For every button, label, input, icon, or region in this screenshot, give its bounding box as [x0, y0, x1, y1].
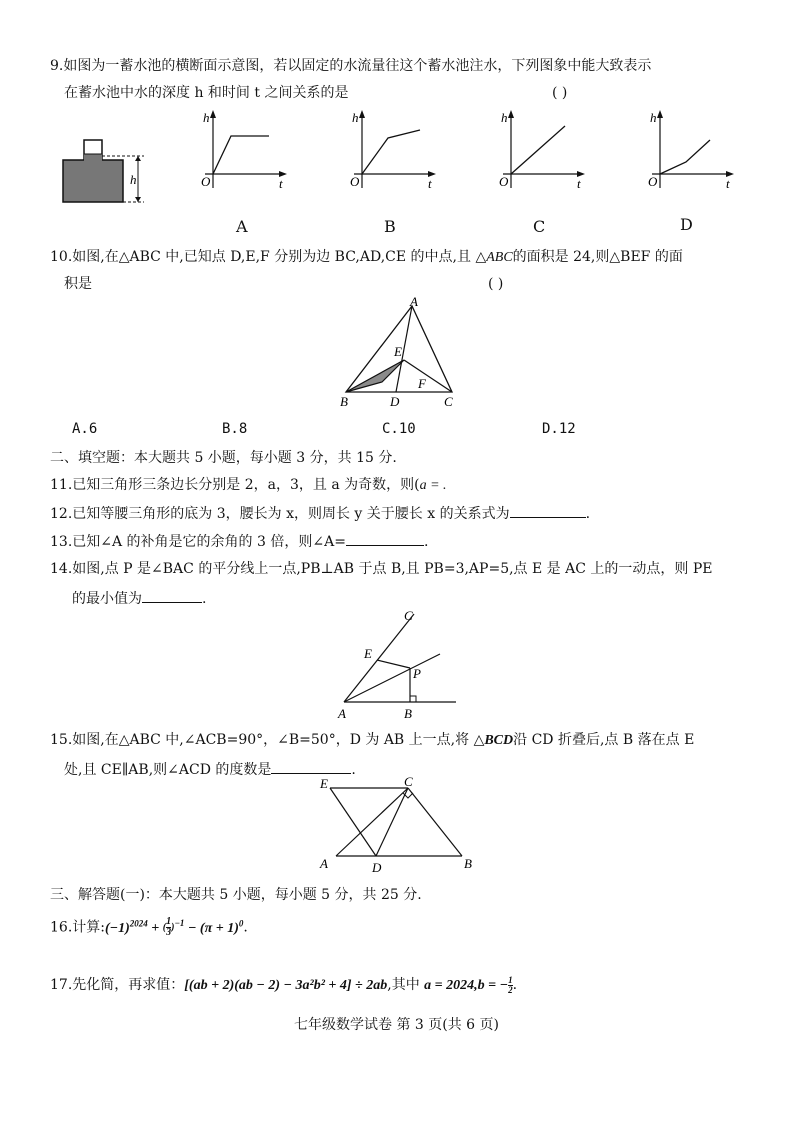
svg-text:F: F	[418, 376, 426, 391]
q15-line1: 15.如图,在△ABC 中,∠ACB=90°，∠B=50°，D 为 AB 上一点,将 △BCD沿 CD 折叠后,点 B 落在点 E	[50, 732, 695, 748]
svg-text:B: B	[464, 856, 472, 871]
svg-text:C: C	[404, 776, 413, 789]
svg-text:t: t	[577, 176, 581, 191]
q10-option-b: B.8	[222, 421, 248, 437]
q17: 17.先化简，再求值：[(ab + 2)(ab − 2) − 3a²b² + 4] ÷ 2ab,其中 a = 2024,b = − $\frac{1}{2}$ .	[50, 974, 518, 995]
q16: 16.计算$:(-1)^{2024}$ + ( $\frac{1}{3}$ )$^{-1} - (\pi + 1)^0$.	[50, 916, 248, 939]
svg-text:O: O	[648, 174, 658, 189]
option-d: D	[680, 215, 693, 234]
svg-text:h: h	[203, 110, 210, 125]
q10-option-c: C.10	[382, 421, 416, 437]
graph-b	[344, 106, 439, 194]
fold-triangle-figure	[314, 776, 482, 874]
svg-text:h: h	[352, 110, 359, 125]
svg-text:O: O	[499, 174, 509, 189]
section-2-heading: 二、填空题：本大题共 5 小题，每小题 3 分，共 15 分.	[50, 450, 397, 466]
svg-text:O: O	[201, 174, 211, 189]
option-b: B	[384, 217, 396, 236]
q13: 13.已知∠A 的补角是它的余角的 3 倍，则∠A= .	[50, 531, 428, 551]
option-a: A	[236, 217, 248, 236]
q10-line1: 10.如图,在△ABC 中,已知点 D,E,F 分别为边 BC,AD,CE 的中点,且 △ABC的面积是 24,则△BEF 的面	[50, 249, 683, 265]
q14-line1: 14.如图,点 P 是∠BAC 的平分线上一点,PB⊥AB 于点 B,且 PB=3,AP=5,点 E 是 AC 上的一动点，则 PE	[50, 561, 713, 577]
svg-text:D: D	[390, 394, 400, 409]
q12: 12.已知等腰三角形的底为 3，腰长为 x，则周长 y 关于腰长 x 的关系式为 .	[50, 503, 590, 523]
q9-answer-paren: ( )	[552, 85, 568, 101]
q11: 11.已知三角形三条边长分别是 2，a，3，且 a 为奇数，则(a = .	[50, 477, 447, 493]
pool-cross-section	[58, 136, 153, 208]
svg-text:t: t	[428, 176, 432, 191]
graph-a	[195, 106, 290, 194]
page-footer: 七年级数学试卷 第 3 页(共 6 页)	[294, 1017, 499, 1033]
svg-text:D: D	[372, 860, 382, 874]
triangle-abc-figure	[336, 294, 466, 412]
svg-text:A: A	[338, 706, 346, 721]
svg-text:A: A	[320, 856, 328, 871]
option-c: C	[533, 217, 546, 236]
graph-d	[642, 106, 737, 194]
angle-bisector-figure	[334, 606, 464, 722]
svg-text:h: h	[501, 110, 508, 125]
svg-text:t: t	[279, 176, 283, 191]
section-3-heading: 三、解答题(一)：本大题共 5 小题，每小题 5 分，共 25 分.	[50, 887, 422, 903]
graph-c	[493, 106, 588, 194]
svg-text:t: t	[726, 176, 730, 191]
pool-h-label: h	[130, 172, 137, 187]
svg-text:C: C	[404, 608, 413, 623]
q9-line2: 在蓄水池中水的深度 h 和时间 t 之间关系的是	[64, 85, 349, 101]
svg-text:A: A	[410, 294, 418, 309]
q15-line2: 处,且 CE∥AB,则∠ACD 的度数是 .	[64, 759, 356, 779]
q14-line2: 的最小值为 .	[72, 588, 206, 608]
q10-line2: 积是	[64, 276, 92, 292]
q10-option-d: D.12	[542, 421, 576, 437]
svg-text:E: E	[394, 344, 402, 359]
q10-option-a: A.6	[72, 421, 98, 437]
svg-text:O: O	[350, 174, 360, 189]
svg-text:B: B	[340, 394, 348, 409]
q9-line1: 9.如图为一蓄水池的横断面示意图，若以固定的水流量往这个蓄水池注水，下列图象中能大致表示	[50, 58, 652, 74]
svg-text:P: P	[413, 666, 421, 681]
q10-answer-paren: ( )	[488, 276, 504, 292]
svg-text:B: B	[404, 706, 412, 721]
svg-text:E: E	[364, 646, 372, 661]
svg-text:h: h	[650, 110, 657, 125]
svg-text:E: E	[320, 776, 328, 791]
svg-text:C: C	[444, 394, 453, 409]
